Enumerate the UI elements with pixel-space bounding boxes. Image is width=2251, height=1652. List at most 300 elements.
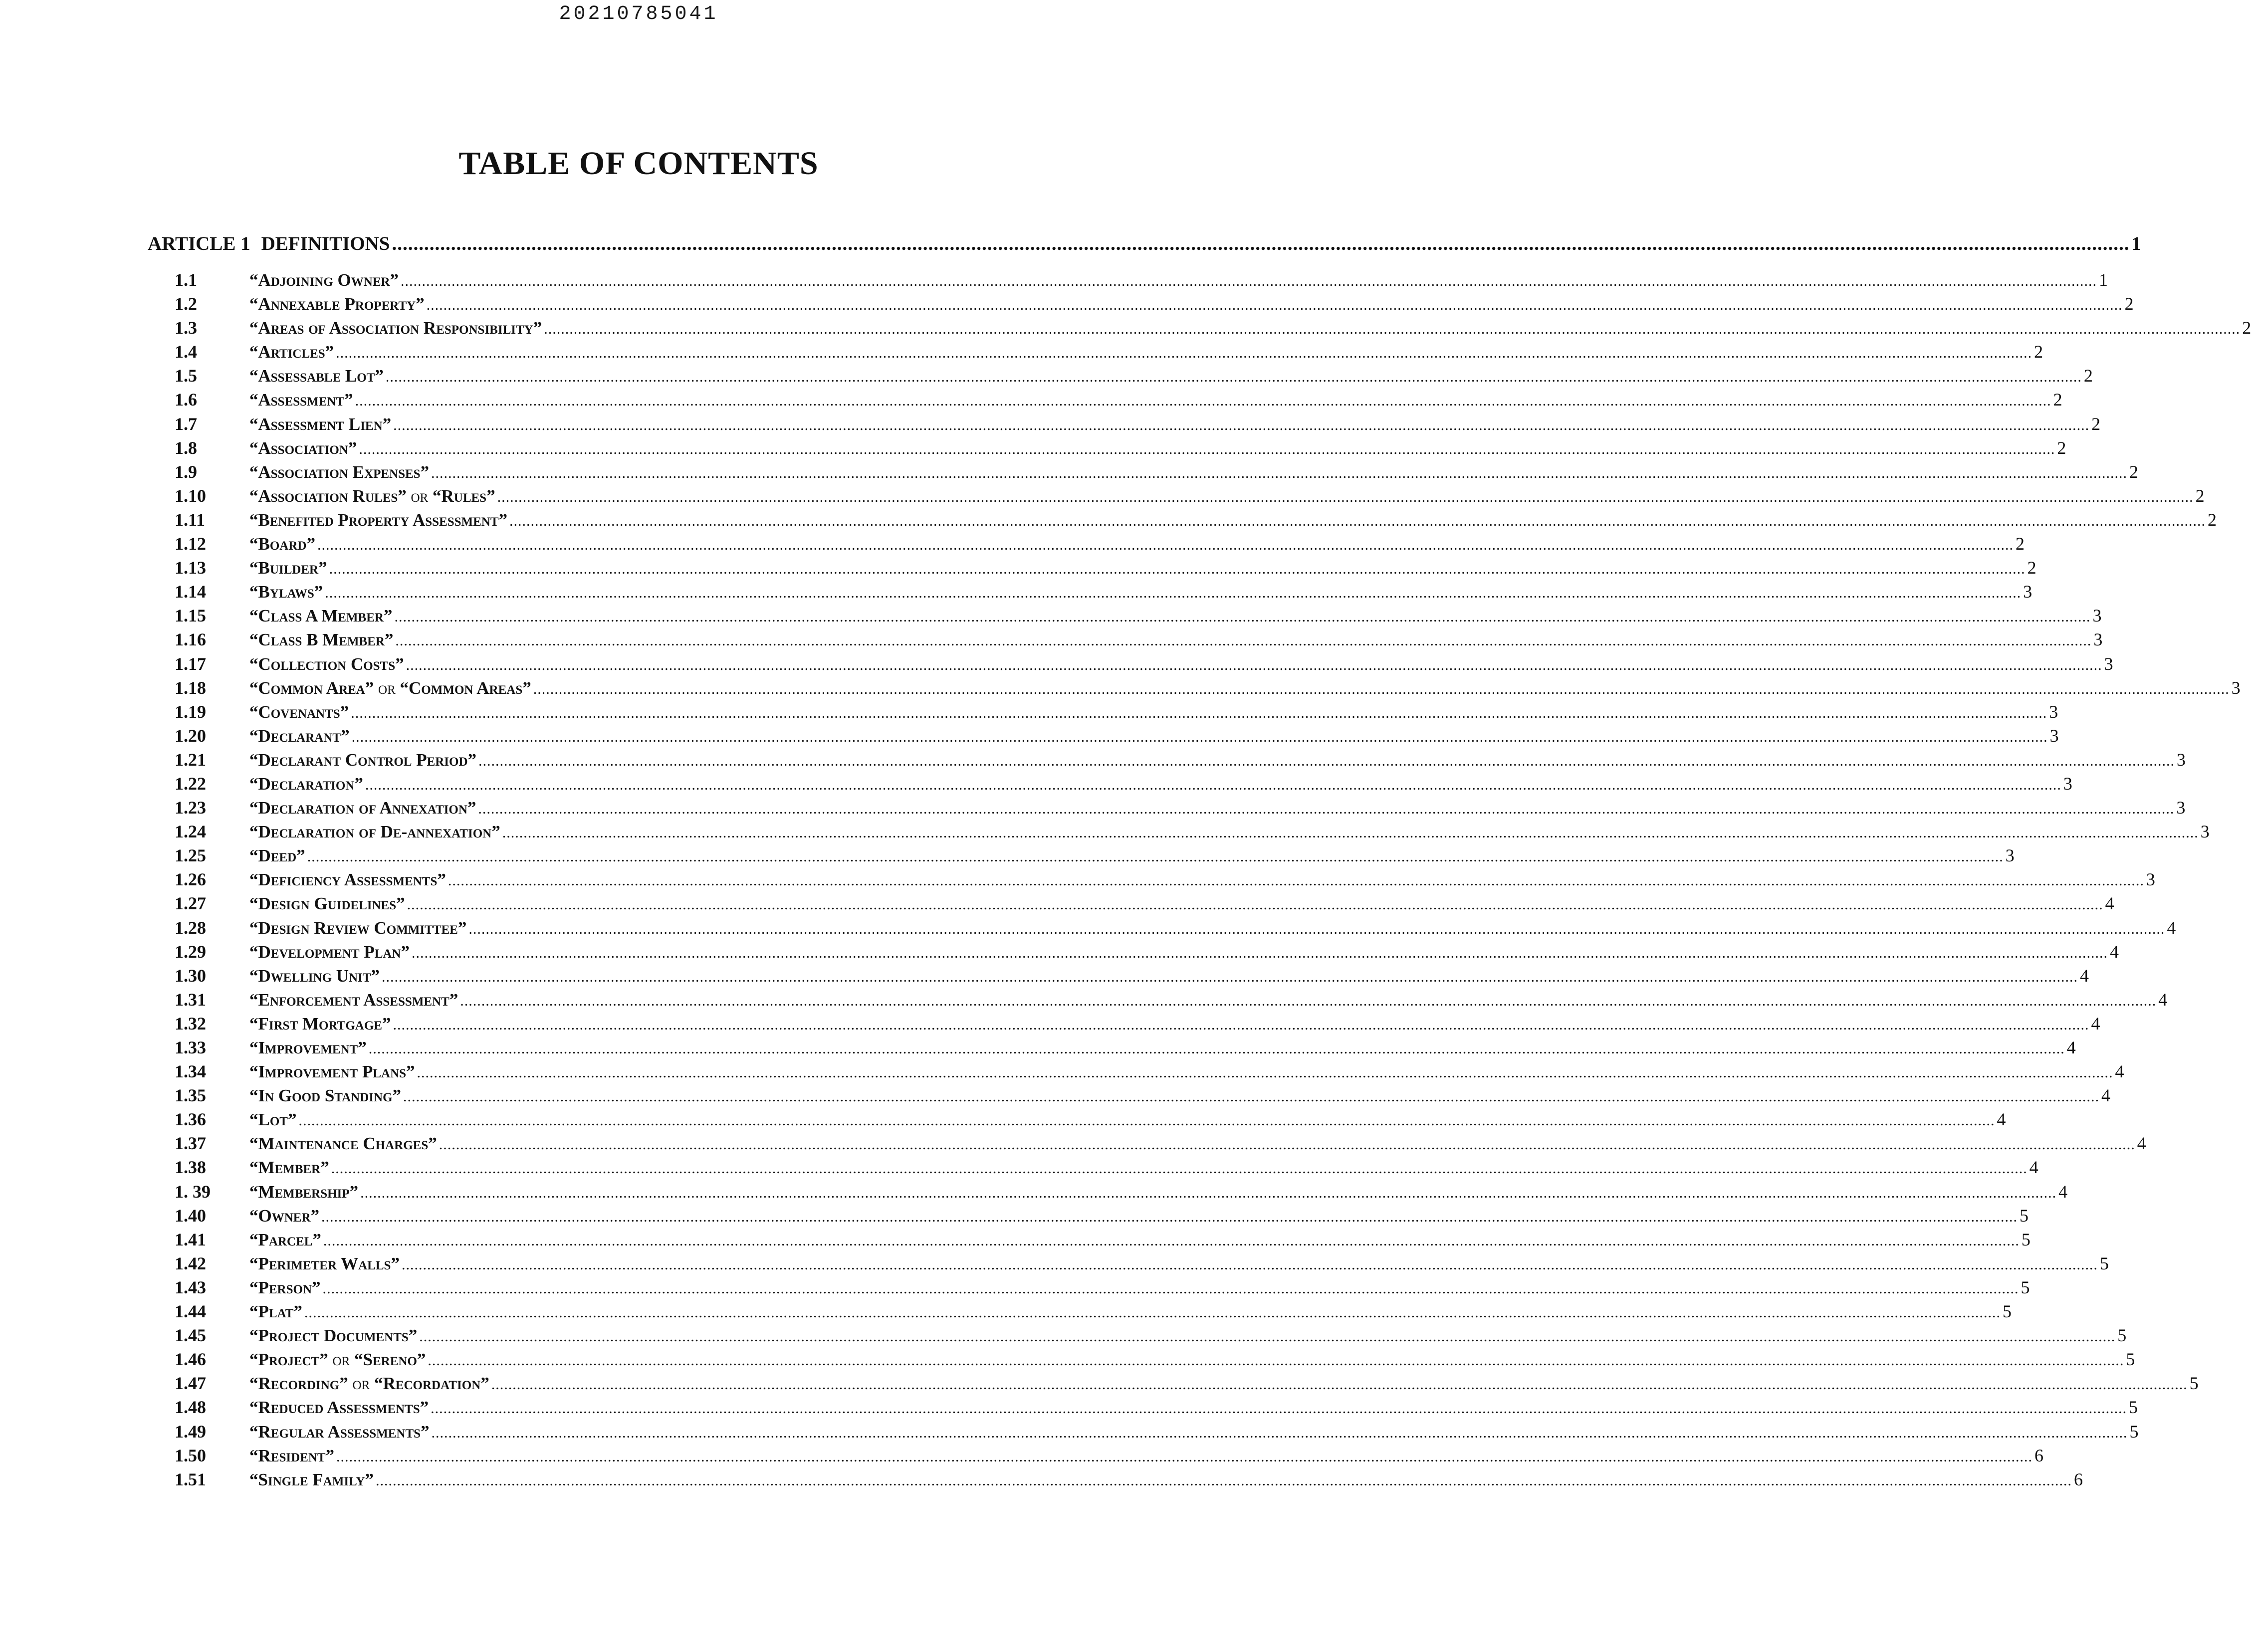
entry-number: 1.33 [175,1037,206,1057]
entry-number: 1.37 [175,1133,206,1154]
entry-term-text: “Bylaws” [249,582,323,602]
entry-term [249,1470,374,1490]
dot-leader: ................................................................................................................................................................................................................................................................................................................................................................................................................ [307,848,2004,865]
entry-number: 1.11 [175,509,206,530]
entry-term [249,486,495,506]
toc-entry[interactable] [175,1397,2138,1421]
entry-term-text: “Covenants” [249,702,349,722]
toc-entry[interactable] [175,269,2108,293]
dot-leader: ................................................................................................................................................................................................................................................................................................................................................................................................................ [368,1040,2065,1057]
toc-entry[interactable] [175,485,2205,509]
entry-page-number: 2 [2015,534,2025,554]
entry-page-number: 2 [2027,558,2036,578]
dot-leader: ................................................................................................................................................................................................................................................................................................................................................................................................................ [502,825,2199,841]
entry-term-text: “Association” [249,438,357,458]
entry-number: 1.7 [175,413,197,434]
entry-number: 1.21 [175,749,206,770]
dot-leader: ................................................................................................................................................................................................................................................................................................................................................................................................................ [401,273,2097,289]
dot-leader: ................................................................................................................................................................................................................................................................................................................................................................................................................ [331,1160,2027,1177]
entry-page-number: 3 [2104,653,2113,674]
entry-number: 1.2 [175,294,197,314]
entry-term-text: “Annexable Property” [249,294,425,314]
entry-term [249,1254,400,1274]
entry-term [249,774,363,794]
entry-term-text: “Declarant Control Period” [249,750,477,770]
entry-term-text: “Class B Member” [249,630,394,650]
entry-number: 1.43 [175,1277,206,1297]
toc-entry[interactable] [175,533,2025,557]
entry-term [249,1398,429,1418]
entry-page-number: 2 [2083,366,2093,386]
entry-term-text: “Project Documents” [249,1326,418,1346]
entry-term [249,1086,401,1106]
entry-page-number: 2 [2195,485,2205,506]
entry-term-text: “Association Expenses” [249,462,430,482]
dot-leader: ................................................................................................................................................................................................................................................................................................................................................................................................................ [325,585,2022,602]
entry-page-number: 3 [2049,725,2059,746]
entry-term-text: “Membership” [249,1182,359,1202]
dot-leader: ................................................................................................................................................................................................................................................................................................................................................................................................................ [382,968,2078,985]
dot-leader: ................................................................................................................................................................................................................................................................................................................................................................................................................ [395,632,2092,649]
entry-number: 1.26 [175,869,206,890]
entry-page-number: 2 [2057,437,2066,458]
toc-entry[interactable] [175,1157,2038,1181]
toc-entry[interactable] [175,821,2210,845]
toc-entry[interactable] [175,677,2241,701]
entry-number: 1.16 [175,629,206,650]
entry-page-number: 5 [2020,1205,2029,1226]
entry-page-number: 4 [2058,1181,2068,1202]
entry-term-text: “Design Review Committee” [249,918,467,938]
entry-term-text: “Owner” [249,1206,320,1226]
entry-number: 1.6 [175,390,197,410]
entry-number: 1.40 [175,1205,206,1226]
entry-page-number: 3 [2146,869,2155,890]
entry-term-text: “Person” [249,1277,321,1297]
entry-number: 1. 39 [175,1181,211,1202]
entry-term-text: “Assessment” [249,390,353,410]
entry-page-number: 4 [1997,1109,2006,1130]
entry-number: 1.18 [175,677,206,698]
entry-term-text: “Reduced Assessments” [249,1398,429,1418]
dot-leader: ................................................................................................................................................................................................................................................................................................................................................................................................................ [439,1136,2135,1153]
toc-entry[interactable] [175,1469,2083,1493]
toc-entry[interactable] [175,1421,2139,1445]
entry-page-number: 3 [2231,677,2241,698]
entry-number: 1.17 [175,653,206,674]
entry-page-number: 2 [2034,342,2043,362]
dot-leader: ................................................................................................................................................................................................................................................................................................................................................................................................................ [460,992,2157,1009]
dot-leader: ................................................................................................................................................................................................................................................................................................................................................................................................................ [448,872,2144,889]
entry-term [249,726,350,746]
entry-number: 1.15 [175,606,206,626]
entry-page-number: 3 [2023,582,2032,602]
toc-entry-list [175,269,2251,1493]
entry-term-text: “Deed” [249,846,305,866]
entry-term-alt: “Rules” [432,486,495,506]
entry-term-text: “Resident” [249,1446,335,1465]
entry-number: 1.28 [175,917,206,938]
entry-page-number: 3 [2049,701,2058,722]
dot-leader: ................................................................................................................................................................................................................................................................................................................................................................................................................ [359,440,2055,457]
toc-entry[interactable] [175,437,2066,461]
entry-page-number: 5 [2129,1397,2138,1418]
toc-entry[interactable] [175,413,2101,437]
toc-entry[interactable] [175,917,2176,941]
toc-entry[interactable] [175,1109,2006,1133]
toc-entry[interactable] [175,1061,2124,1085]
entry-number: 1.22 [175,773,206,794]
entry-term-text: “In Good Standing” [249,1086,402,1106]
entry-page-number: 4 [2137,1133,2146,1154]
entry-page-number: 5 [2189,1373,2199,1394]
entry-term-text: “Assessment Lien” [249,414,392,434]
entry-number: 1.27 [175,893,206,914]
toc-entry[interactable] [175,1013,2100,1037]
toc-entry[interactable] [175,1253,2109,1277]
toc-entry[interactable] [175,725,2059,749]
toc-entry[interactable] [175,773,2072,797]
entry-term-alt: “Common Areas” [400,678,531,698]
entry-term [249,318,542,338]
entry-number: 1.45 [175,1325,206,1346]
entry-number: 1.50 [175,1445,206,1465]
entry-number: 1.42 [175,1253,206,1273]
entry-term [249,678,531,698]
entry-term [249,294,425,314]
toc-entry[interactable] [175,845,2015,869]
entry-term [249,966,380,986]
entry-term-text: “Assessable Lot” [249,366,384,386]
entry-term [249,654,404,674]
toc-entry[interactable] [175,965,2089,989]
entry-page-number: 4 [2105,893,2114,914]
toc-entry[interactable] [175,1301,2012,1325]
entry-term-text: “Improvement Plans” [249,1062,415,1082]
dot-leader: ................................................................................................................................................................................................................................................................................................................................................................................................................ [426,297,2123,314]
entry-term-text: “Board” [249,534,315,554]
entry-page-number: 4 [2029,1157,2038,1178]
entry-term [249,1278,321,1298]
toc-entry[interactable] [175,1325,2127,1349]
entry-number: 1.20 [175,725,206,746]
entry-number: 1.4 [175,342,197,362]
entry-term [249,390,353,410]
entry-number: 1.48 [175,1397,206,1418]
entry-page-number: 5 [2117,1325,2127,1346]
entry-term-text: “Project” [249,1350,328,1370]
toc-entry[interactable] [175,341,2043,365]
page-title: TABLE OF CONTENTS [458,145,819,182]
dot-leader: ................................................................................................................................................................................................................................................................................................................................................................................................................ [317,537,2014,554]
dot-leader: ................................................................................................................................................................................................................................................................................................................................................................................................................ [304,1304,2001,1321]
entry-term [249,630,393,650]
dot-leader: ................................................................................................................................................................................................................................................................................................................................................................................................................ [544,321,2241,338]
dot-leader: ................................................................................................................................................................................................................................................................................................................................................................................................................ [351,704,2047,721]
dot-leader: ................................................................................................................................................................................................................................................................................................................................................................................................................ [491,1376,2188,1393]
entry-term-text: “Builder” [249,558,327,578]
dot-leader: ................................................................................................................................................................................................................................................................................................................................................................................................................ [365,776,2061,793]
toc-entry[interactable] [175,893,2114,917]
toc-entry[interactable] [175,941,2119,965]
dot-leader: ................................................................................................................................................................................................................................................................................................................................................................................................................ [322,1280,2019,1297]
dot-leader: ................................................................................................................................................................................................................................................................................................................................................................................................................ [394,609,2091,625]
entry-term-text: “Member” [249,1158,329,1178]
entry-term [249,822,500,842]
toc-entry[interactable] [175,557,2036,581]
entry-term-text: “Common Area” [249,678,374,698]
entry-term-text: “Class A Member” [249,606,393,626]
toc-entry[interactable] [175,317,2251,341]
dot-leader: ................................................................................................................................................................................................................................................................................................................................................................................................................ [298,1112,1995,1129]
entry-page-number: 1 [2099,270,2108,290]
toc-entry[interactable] [175,989,2168,1013]
entry-page-number: 3 [2005,845,2015,866]
dot-leader: ................................................................................................................................................................................................................................................................................................................................................................................................................ [478,801,2175,818]
dot-leader: ................................................................................................................................................................................................................................................................................................................................................................................................................ [360,1184,2057,1201]
entry-number: 1.14 [175,582,206,602]
toc-entry[interactable] [175,1181,2068,1205]
entry-page-number: 4 [2091,1013,2100,1033]
entry-term-alt: “Recordation” [374,1374,489,1394]
entry-page-number: 5 [2129,1421,2139,1442]
entry-term-alt: “Sereno” [354,1350,426,1370]
entry-page-number: 2 [2129,461,2139,482]
entry-term [249,462,429,482]
toc-entry[interactable] [175,1133,2146,1157]
entry-number: 1.47 [175,1373,206,1394]
entry-term-text: “Association Rules” [249,486,407,506]
entry-term [249,414,391,434]
entry-term [249,894,405,914]
entry-page-number: 5 [2002,1301,2012,1322]
entry-page-number: 3 [2092,606,2102,626]
entry-page-number: 6 [2034,1445,2044,1465]
entry-number: 1.23 [175,798,206,818]
toc-entry[interactable] [175,1349,2135,1373]
entry-term-text: “Areas of Association Responsibility” [249,318,542,338]
entry-page-number: 3 [2176,798,2186,818]
dot-leader: ................................................................................................................................................................................................................................................................................................................................................................................................................ [376,1472,2072,1489]
entry-page-number: 3 [2093,629,2103,650]
entry-page-number: 4 [2109,941,2119,962]
entry-term-text: “Articles” [249,342,334,362]
dot-leader: ................................................................................................................................................................................................................................................................................................................................................................................................................ [355,393,2051,410]
toc-entry[interactable] [175,1229,2030,1253]
toc-entry[interactable] [175,749,2186,773]
dot-leader: ................................................................................................................................................................................................................................................................................................................................................................................................................ [403,1088,2100,1105]
dot-leader: ................................................................................................................................................................................................................................................................................................................................................................................................................ [329,561,2026,578]
entry-number: 1.38 [175,1157,206,1178]
dot-leader: ................................................................................................................................................................................................................................................................................................................................................................................................................ [431,1424,2128,1441]
toc-entry[interactable] [175,293,2134,317]
toc-entry[interactable] [175,461,2139,485]
entry-term [249,1038,367,1058]
entry-term [249,1158,329,1178]
entry-number: 1.41 [175,1229,206,1249]
toc-entry[interactable] [175,1037,2076,1061]
entry-number: 1.8 [175,437,197,458]
toc-entry[interactable] [175,605,2102,629]
entry-term [249,1326,417,1346]
entry-page-number: 4 [2115,1061,2124,1082]
dot-leader: ................................................................................................................................................................................................................................................................................................................................................................................................................ [431,1400,2127,1417]
entry-term-text: “Enforcement Assessment” [249,990,458,1010]
dot-leader: ................................................................................................................................................................................................................................................................................................................................................................................................................ [393,1016,2089,1033]
dot-leader: ................................................................................................................................................................................................................................................................................................................................................................................................................ [428,1352,2124,1369]
entry-term-text: “Declarant” [249,726,350,746]
toc-entry[interactable] [175,797,2186,821]
toc-entry[interactable] [175,1373,2199,1397]
entry-page-number: 5 [2126,1349,2135,1370]
dot-leader: ................................................................................................................................................................................................................................................................................................................................................................................................................ [411,944,2108,961]
article-name: DEFINITIONS [261,233,390,254]
entry-term [249,270,399,290]
entry-term-text: “Declaration of De-annexation” [249,822,500,842]
entry-page-number: 2 [2124,294,2134,314]
dot-leader: ................................................................................................................................................................................................................................................................................................................................................................................................................ [385,369,2082,386]
entry-term-text: “Declaration of Annexation” [249,798,476,818]
toc-entry[interactable] [175,653,2113,677]
dot-leader: ................................................................................................................................................................................................................................................................................................................................................................................................................ [478,752,2175,769]
dot-leader: ................................................................................................................................................................................................................................................................................................................................................................................................................ [417,1064,2113,1081]
entry-page-number: 2 [2242,318,2251,338]
entry-term-text: “Collection Costs” [249,654,404,674]
entry-term [249,558,327,578]
entry-term [249,1446,334,1466]
entry-term [249,990,458,1010]
entry-number: 1.36 [175,1109,206,1130]
entry-number: 1.1 [175,270,197,290]
entry-page-number: 3 [2200,822,2210,842]
entry-term [249,582,323,602]
dot-leader: ................................................................................................................................................................................................................................................................................................................................................................................................................ [509,512,2206,529]
toc-entry[interactable] [175,701,2058,725]
entry-term-text: “Benefited Property Assessment” [249,510,508,530]
entry-page-number: 3 [2177,749,2186,770]
toc-entry[interactable] [175,365,2093,389]
entry-number: 1.51 [175,1469,206,1489]
entry-term [249,846,305,866]
entry-term [249,366,384,386]
dot-leader: ................................................................................................................................................................................................................................................................................................................................................................................................................ [533,680,2230,697]
entry-term [249,702,349,722]
toc-entry[interactable] [175,1277,2030,1301]
article-number: ARTICLE 1 [148,233,250,254]
entry-term [249,1230,321,1250]
toc-entry[interactable] [175,869,2155,893]
entry-term-text: “Development Plan” [249,942,410,962]
entry-term [249,510,507,530]
article-page-number: 1 [2131,233,2141,254]
dot-leader: ................................................................................................................................................................................................................................................................................................................................................................................................................ [351,728,2048,745]
toc-entry[interactable] [175,581,2032,605]
entry-term [249,1302,302,1322]
entry-page-number: 2 [2091,413,2101,434]
entry-number: 1.32 [175,1013,206,1033]
dot-leader: ................................................................................................................................................................................................................................................................................................................................................................................................................ [406,656,2102,673]
entry-term [249,1206,319,1226]
entry-term-text: “Lot” [249,1110,297,1130]
toc-article-row[interactable] [148,232,2141,262]
entry-number: 1.24 [175,822,206,842]
entry-term [249,342,334,362]
entry-term-or: or [411,486,429,506]
entry-term-text: “Plat” [249,1302,302,1322]
entry-page-number: 6 [2074,1469,2083,1489]
entry-term-text: “Perimeter Walls” [249,1253,400,1273]
dot-leader: ................................................................................................................................................................................................................................................................................................................................................................................................................ [323,1232,2020,1249]
entry-page-number: 5 [2021,1277,2030,1297]
dot-leader: ................................................................................................................................................................................................................................................................................................................................................................................................................ [336,1448,2033,1465]
entry-term [249,438,357,458]
dot-leader: ................................................................................................................................................................................................................................................................................................................................................................................................................ [336,345,2032,362]
entry-page-number: 2 [2208,509,2217,530]
entry-term [249,1014,391,1034]
dot-leader: ................................................................................................................................................................................................................................................................................................................................................................................................................ [407,896,2103,913]
entry-term-text: “Design Guidelines” [249,894,405,914]
entry-page-number: 4 [2080,965,2089,986]
dot-leader: ................................................................................................................................................................................................................................................................................................................................................................................................................ [321,1208,2018,1225]
dot-leader: ................................................................................................................................................................................................................................................................................................................................................................................................................ [468,920,2165,937]
entry-term [249,1374,489,1394]
entry-term [249,1350,426,1370]
toc-entry[interactable] [175,389,2062,413]
dot-leader: .................................................................................................................................................................................................................................................................................................................................... [392,233,2130,254]
entry-term [249,750,476,770]
entry-term [249,1110,296,1130]
entry-term-text: “Declaration” [249,774,363,794]
entry-number: 1.10 [175,485,206,506]
entry-page-number: 3 [2063,773,2072,794]
entry-number: 1.46 [175,1349,206,1370]
entry-number: 1.5 [175,366,197,386]
dot-leader: ................................................................................................................................................................................................................................................................................................................................................................................................................ [401,1256,2098,1273]
toc-entry[interactable] [175,509,2217,533]
entry-number: 1.12 [175,534,206,554]
entry-page-number: 4 [2101,1085,2111,1106]
entry-number: 1.19 [175,701,206,722]
entry-term [249,1062,415,1082]
entry-term [249,606,392,626]
entry-term-text: “First Mortgage” [249,1014,391,1033]
toc-entry[interactable] [175,1445,2044,1469]
entry-term [249,942,410,962]
entry-page-number: 4 [2158,989,2168,1010]
entry-number: 1.34 [175,1061,206,1082]
toc-entry[interactable] [175,1205,2029,1229]
entry-term-or: or [378,678,396,698]
entry-term [249,534,315,554]
entry-page-number: 4 [2066,1037,2076,1057]
entry-number: 1.3 [175,318,197,338]
entry-number: 1.9 [175,461,197,482]
entry-term [249,1134,437,1154]
entry-term-text: “Single Family” [249,1469,374,1489]
dot-leader: ................................................................................................................................................................................................................................................................................................................................................................................................................ [419,1328,2116,1345]
entry-page-number: 5 [2021,1229,2030,1249]
entry-term [249,1422,430,1442]
entry-number: 1.13 [175,558,206,578]
entry-term-text: “Dwelling Unit” [249,966,380,986]
toc-entry[interactable] [175,1085,2111,1109]
toc-entry[interactable] [175,629,2103,653]
article-heading [148,232,390,255]
entry-term-or: or [332,1350,350,1370]
entry-term-text: “Recording” [249,1374,348,1394]
dot-leader: ................................................................................................................................................................................................................................................................................................................................................................................................................ [497,488,2194,505]
document-number: 20210785041 [559,3,718,25]
